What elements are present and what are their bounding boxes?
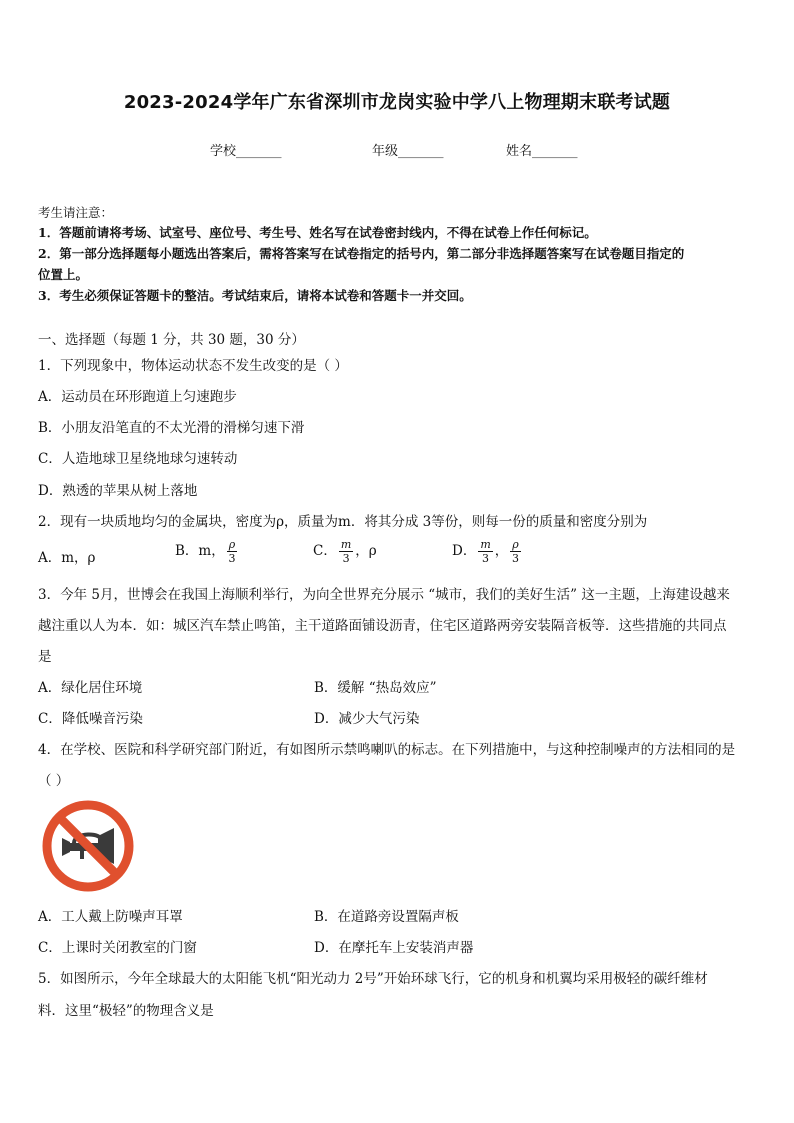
exam-title: 2023-2024学年广东省深圳市龙岗实验中学八上物理期末联考试题 (123, 92, 671, 113)
no-horn-sign-icon (40, 798, 136, 894)
q2-option-b-label: B．m， (175, 543, 225, 559)
question-4-stem: （ ） (38, 773, 70, 789)
grade-field: 年级_______ (372, 144, 444, 159)
section-heading: 一、选择题（每题 1 分，共 30 题，30 分） (38, 332, 305, 348)
no-horn-sign-graphic (40, 798, 136, 894)
name-field: 姓名_______ (506, 144, 578, 159)
question-5-stem: 料．这里“极轻”的物理含义是 (38, 1003, 214, 1019)
notice-item: 位置上。 (38, 267, 89, 282)
notice-item: 2．第一部分选择题每小题选出答案后，需将答案写在试卷指定的括号内，第二部分非选择题答案写在试卷题目指定的 (38, 246, 685, 261)
question-3-stem: 是 (38, 649, 52, 665)
q2-option-d-label: D． (452, 543, 477, 559)
question-3-stem: 越注重以人为本．如：城区汽车禁止鸣笛，主干道路面铺设沥青，住宅区道路两旁安装隔音板等．这些措施的共同点 (38, 618, 727, 634)
q2-option-c: C． $\frac{m}{3}$ ，ρ (313, 538, 377, 565)
q4-option-a: A．工人戴上防噪声耳罩 (38, 909, 183, 925)
q2-option-d: D． $\frac{m}{3}$ ， $\frac{\rho}{3}$ (452, 538, 519, 565)
question-1-stem: 1．下列现象中，物体运动状态不发生改变的是（ ） (38, 358, 348, 374)
q4-option-c: C．上课时关闭教室的门窗 (38, 940, 197, 956)
q2-option-c-label: C． (313, 543, 337, 559)
fraction-rho-over-3: $\frac{\rho}{3}$ (512, 538, 519, 565)
q4-option-d: D．在摩托车上安装消声器 (314, 940, 474, 956)
question-5-stem: 5．如图所示，今年全球最大的太阳能飞机“阳光动力 2号”开始环球飞行，它的机身和机翼均采用极轻的碳纤维材 (38, 971, 708, 987)
q3-option-c: C．降低噪音污染 (38, 711, 143, 727)
q2-option-b (175, 538, 239, 565)
q3-option-b: B．缓解 “热岛效应” (314, 680, 437, 696)
q1-option-b: B．小朋友沿笔直的不太光滑的滑梯匀速下滑 (38, 420, 305, 436)
question-3-stem: 3．今年 5月，世博会在我国上海顺利举行，为向全世界充分展示 “城市，我们的美好生活” 这一主题，上海建设越来 (38, 587, 730, 603)
q3-option-a: A．绿化居住环境 (38, 680, 143, 696)
fraction-m-over-3: $\frac{m}{3}$ (340, 538, 352, 565)
notice-heading: 考生请注意： (38, 205, 114, 220)
question-2-stem: 2．现有一块质地均匀的金属块，密度为ρ，质量为m．将其分成 3等份，则每一份的质量和密度分别为 (38, 514, 648, 530)
q2-option-a: A．m，ρ (38, 550, 96, 566)
q4-option-b: B．在道路旁设置隔声板 (314, 909, 459, 925)
question-4-stem: 4．在学校、医院和科学研究部门附近，有如图所示禁鸣喇叭的标志。在下列措施中，与这种控制噪声的方法相同的是 (38, 742, 736, 758)
school-field: 学校_______ (210, 144, 282, 159)
fraction-rho-over-3: $\frac{\rho}{3}$ (228, 538, 236, 565)
notice-item: 3．考生必须保证答题卡的整洁。考试结束后，请将本试卷和答题卡一并交回。 (38, 288, 472, 303)
q1-option-a: A．运动员在环形跑道上匀速跑步 (38, 389, 237, 405)
fraction-m-over-3: $\frac{m}{3}$ (480, 538, 491, 565)
q1-option-d: D．熟透的苹果从树上落地 (38, 483, 198, 499)
q1-option-c: C．人造地球卫星绕地球匀速转动 (38, 451, 238, 467)
q3-option-d: D．减少大气污染 (314, 711, 420, 727)
notice-item: 1．答题前请将考场、试室号、座位号、考生号、姓名写在试卷密封线内，不得在试卷上作任何标记。 (38, 225, 597, 240)
